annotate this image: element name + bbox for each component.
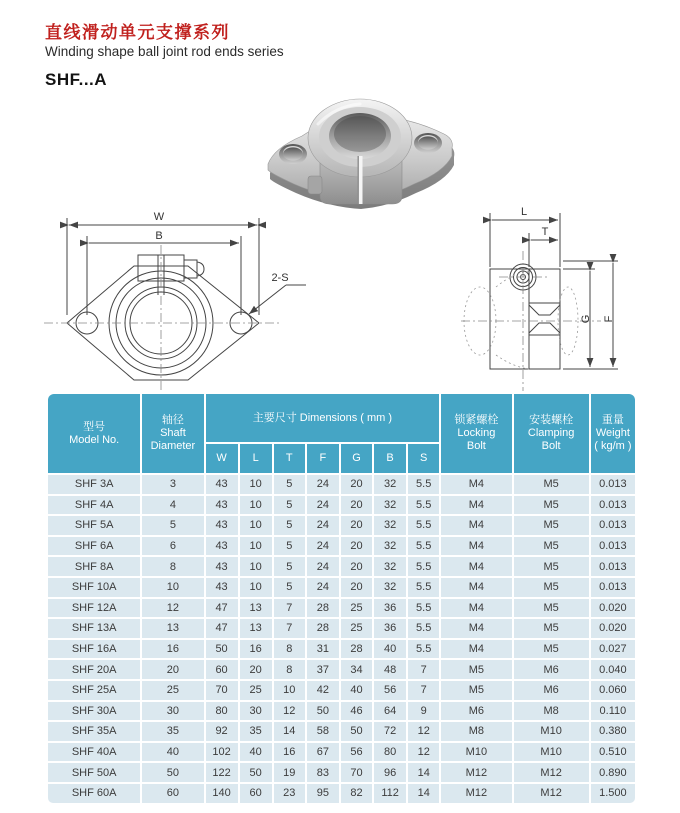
table-cell: 140 [206, 784, 238, 803]
table-cell: 60 [206, 660, 238, 679]
table-cell: 28 [307, 619, 339, 638]
table-cell: SHF 10A [48, 578, 140, 597]
table-cell: 60 [240, 784, 272, 803]
table-cell: 14 [408, 784, 439, 803]
table-cell: 30 [240, 702, 272, 721]
table-cell: 1.500 [591, 784, 635, 803]
table-row [48, 784, 635, 803]
table-cell: 35 [142, 722, 203, 741]
table-cell: M12 [441, 763, 511, 782]
table-cell: 16 [274, 743, 305, 762]
table-cell: M5 [514, 599, 589, 618]
table-cell: 32 [374, 557, 406, 576]
table-cell: M4 [441, 640, 511, 659]
table-cell: 0.060 [591, 681, 635, 700]
table-cell: 112 [374, 784, 406, 803]
table-cell: M6 [514, 681, 589, 700]
table-cell: 20 [341, 516, 372, 535]
table-cell: 25 [341, 599, 372, 618]
table-cell: 43 [206, 557, 238, 576]
table-row [48, 475, 635, 494]
table-cell: SHF 60A [48, 784, 140, 803]
table-cell: 5 [274, 557, 305, 576]
table-cell: SHF 50A [48, 763, 140, 782]
table-cell: 70 [341, 763, 372, 782]
table-cell: SHF 3A [48, 475, 140, 494]
table-cell: SHF 30A [48, 702, 140, 721]
table-cell: SHF 35A [48, 722, 140, 741]
table-cell: 5.5 [408, 599, 439, 618]
dim-label-f: F [603, 315, 615, 323]
table-cell: 9 [408, 702, 439, 721]
table-row [48, 516, 635, 535]
table-cell: 36 [374, 619, 406, 638]
col-header-f: F [307, 444, 339, 473]
table-cell: 20 [341, 578, 372, 597]
table-cell: 67 [307, 743, 339, 762]
dim-label-b: B [155, 230, 163, 242]
table-body [48, 475, 635, 803]
table-cell: M5 [514, 496, 589, 515]
table-cell: SHF 4A [48, 496, 140, 515]
col-header-weight [591, 394, 635, 473]
table-cell: 8 [274, 660, 305, 679]
header-weight-en1: Weight [595, 427, 630, 439]
header-shaft-zh: 轴径 [161, 414, 184, 426]
table-cell: 0.110 [591, 702, 635, 721]
table-cell: 80 [374, 743, 406, 762]
table-cell: M6 [514, 660, 589, 679]
header-clamping-en1: Clamping [527, 427, 575, 439]
table-cell: 58 [307, 722, 339, 741]
table-cell: 35 [240, 722, 272, 741]
table-cell: 5.5 [408, 516, 439, 535]
table-cell: 0.013 [591, 496, 635, 515]
table-cell: 43 [206, 475, 238, 494]
col-header-shaft-diameter [142, 394, 203, 473]
table-row [48, 640, 635, 659]
table-cell: 0.020 [591, 619, 635, 638]
table-cell: 28 [341, 640, 372, 659]
table-cell: 32 [374, 578, 406, 597]
table-cell: 5.5 [408, 475, 439, 494]
table-cell: 14 [408, 763, 439, 782]
col-header-dimensions: 主要尺寸 Dimensions ( mm ) [206, 394, 440, 442]
table-cell: 48 [374, 660, 406, 679]
col-header-model [48, 394, 140, 473]
table-cell: 7 [274, 619, 305, 638]
table-cell: 10 [240, 537, 272, 556]
table-cell: 24 [307, 537, 339, 556]
table-cell: 0.013 [591, 516, 635, 535]
table-cell: 83 [307, 763, 339, 782]
table-cell: 40 [341, 681, 372, 700]
table-cell: 0.040 [591, 660, 635, 679]
table-cell: 47 [206, 619, 238, 638]
table-cell: 5.5 [408, 578, 439, 597]
table-cell: M10 [514, 722, 589, 741]
table-cell: 13 [240, 599, 272, 618]
header-clamping-en2: Bolt [541, 440, 561, 452]
table-row [48, 537, 635, 556]
table-cell: 46 [341, 702, 372, 721]
table-cell: 56 [341, 743, 372, 762]
table-cell: 10 [240, 475, 272, 494]
table-cell: M4 [441, 516, 511, 535]
table-cell: 24 [307, 557, 339, 576]
table-row [48, 578, 635, 597]
table-cell: 12 [408, 722, 439, 741]
series-code: SHF...A [45, 70, 108, 89]
dim-label-w: W [153, 211, 165, 223]
front-view-drawing [38, 203, 338, 395]
table-cell: 70 [206, 681, 238, 700]
table-cell: 0.890 [591, 763, 635, 782]
table-cell: 10 [240, 496, 272, 515]
table-cell: 7 [408, 660, 439, 679]
table-cell: 5.5 [408, 640, 439, 659]
table-cell: 36 [374, 599, 406, 618]
table-row [48, 496, 635, 515]
header-weight-zh: 重量 [601, 414, 624, 426]
table-cell: M5 [441, 660, 511, 679]
table-cell: M4 [441, 578, 511, 597]
table-cell: 64 [374, 702, 406, 721]
table-cell: 24 [307, 475, 339, 494]
table-cell: 60 [142, 784, 203, 803]
table-cell: 10 [240, 578, 272, 597]
table-cell: 5 [274, 537, 305, 556]
table-cell: 20 [341, 557, 372, 576]
table-cell: 0.013 [591, 537, 635, 556]
table-cell: M12 [514, 763, 589, 782]
col-header-g: G [341, 444, 372, 473]
table-cell: 24 [307, 578, 339, 597]
table-cell: 32 [374, 496, 406, 515]
table-cell: SHF 12A [48, 599, 140, 618]
col-header-b: B [374, 444, 406, 473]
table-cell: 6 [142, 537, 203, 556]
table-cell: M10 [514, 743, 589, 762]
hole-count-label: 2-S [271, 272, 289, 284]
table-cell: 0.380 [591, 722, 635, 741]
table-cell: 95 [307, 784, 339, 803]
table-cell: SHF 13A [48, 619, 140, 638]
col-header-l: L [240, 444, 272, 473]
table-cell: 12 [274, 702, 305, 721]
table-cell: M5 [514, 578, 589, 597]
table-cell: 8 [274, 640, 305, 659]
table-cell: 0.013 [591, 578, 635, 597]
header-shaft-en1: Shaft [160, 427, 186, 439]
table-cell: M5 [514, 640, 589, 659]
table-cell: 5.5 [408, 557, 439, 576]
table-cell: 10 [274, 681, 305, 700]
table-cell: M8 [441, 722, 511, 741]
table-cell: 5 [274, 516, 305, 535]
table-cell: 40 [240, 743, 272, 762]
table-cell: 43 [206, 578, 238, 597]
table-cell: 0.510 [591, 743, 635, 762]
table-row [48, 763, 635, 782]
col-header-w: W [206, 444, 238, 473]
table-cell: 13 [240, 619, 272, 638]
table-cell: 47 [206, 599, 238, 618]
dim-label-l: L [520, 206, 528, 218]
table-cell: M12 [514, 784, 589, 803]
table-cell: 16 [142, 640, 203, 659]
table-cell: 28 [307, 599, 339, 618]
header-model-en: Model No. [69, 433, 120, 446]
table-cell: 80 [206, 702, 238, 721]
table-row [48, 702, 635, 721]
table-row [48, 557, 635, 576]
table-cell: 5.5 [408, 619, 439, 638]
col-header-locking-bolt [441, 394, 511, 473]
table-cell: 50 [307, 702, 339, 721]
table-row [48, 599, 635, 618]
table-cell: 122 [206, 763, 238, 782]
dim-label-g: G [580, 314, 592, 324]
table-cell: 50 [142, 763, 203, 782]
table-cell: 20 [142, 660, 203, 679]
table-cell: 56 [374, 681, 406, 700]
table-cell: M4 [441, 619, 511, 638]
table-cell: 50 [341, 722, 372, 741]
table-cell: 72 [374, 722, 406, 741]
page-title-chinese: 直线滑动单元支撑系列 [45, 23, 230, 42]
table-cell: M12 [441, 784, 511, 803]
table-cell: SHF 6A [48, 537, 140, 556]
table-cell: M5 [514, 475, 589, 494]
table-row [48, 743, 635, 762]
table-cell: 34 [341, 660, 372, 679]
col-header-clamping-bolt [514, 394, 589, 473]
table-cell: 43 [206, 516, 238, 535]
table-cell: 43 [206, 537, 238, 556]
table-cell: 20 [341, 496, 372, 515]
table-cell: 13 [142, 619, 203, 638]
table-cell: M10 [441, 743, 511, 762]
table-cell: 5 [274, 496, 305, 515]
page-title-english: Winding shape ball joint rod ends series [45, 44, 284, 59]
table-cell: 5 [274, 475, 305, 494]
table-cell: M8 [514, 702, 589, 721]
table-cell: M5 [514, 537, 589, 556]
table-cell: 5.5 [408, 537, 439, 556]
table-row [48, 681, 635, 700]
table-row [48, 722, 635, 741]
table-cell: 10 [240, 516, 272, 535]
table-cell: 82 [341, 784, 372, 803]
table-cell: 0.027 [591, 640, 635, 659]
table-cell: 7 [408, 681, 439, 700]
table-cell: 14 [274, 722, 305, 741]
table-cell: SHF 16A [48, 640, 140, 659]
table-cell: 0.020 [591, 599, 635, 618]
table-cell: 32 [374, 516, 406, 535]
table-row [48, 619, 635, 638]
table-cell: M5 [514, 557, 589, 576]
table-cell: 102 [206, 743, 238, 762]
table-cell: SHF 25A [48, 681, 140, 700]
table-cell: M5 [441, 681, 511, 700]
table-cell: 12 [408, 743, 439, 762]
table-cell: 25 [142, 681, 203, 700]
table-cell: 19 [274, 763, 305, 782]
table-cell: 4 [142, 496, 203, 515]
table-cell: 0.013 [591, 557, 635, 576]
col-header-t: T [274, 444, 305, 473]
table-cell: 42 [307, 681, 339, 700]
table-cell: 50 [240, 763, 272, 782]
table-cell: 20 [341, 475, 372, 494]
table-cell: 50 [206, 640, 238, 659]
table-cell: M4 [441, 599, 511, 618]
title-block [45, 18, 284, 90]
table-cell: SHF 40A [48, 743, 140, 762]
table-cell: M5 [514, 619, 589, 638]
table-cell: 20 [341, 537, 372, 556]
table-cell: 30 [142, 702, 203, 721]
table-cell: 0.013 [591, 475, 635, 494]
table-cell: M4 [441, 537, 511, 556]
table-cell: 24 [307, 516, 339, 535]
dim-label-t: T [541, 226, 549, 238]
table-cell: SHF 5A [48, 516, 140, 535]
table-cell: 5 [274, 578, 305, 597]
table-cell: 10 [240, 557, 272, 576]
header-locking-en1: Locking [457, 427, 496, 439]
col-header-s: S [408, 444, 439, 473]
table-cell: M4 [441, 496, 511, 515]
side-view-drawing [453, 203, 680, 395]
header-clamping-zh: 安装螺栓 [529, 414, 574, 426]
table-cell: 5 [142, 516, 203, 535]
table-cell: 40 [142, 743, 203, 762]
table-cell: 8 [142, 557, 203, 576]
table-row [48, 660, 635, 679]
table-cell: 31 [307, 640, 339, 659]
table-cell: 96 [374, 763, 406, 782]
table-cell: 24 [307, 496, 339, 515]
table-cell: 40 [374, 640, 406, 659]
table-cell: 37 [307, 660, 339, 679]
table-cell: M6 [441, 702, 511, 721]
table-cell: 43 [206, 496, 238, 515]
table-cell: M4 [441, 475, 511, 494]
table-cell: 7 [274, 599, 305, 618]
header-locking-en2: Bolt [466, 440, 486, 452]
header-locking-zh: 锁紧螺栓 [454, 414, 499, 426]
header-shaft-en2: Diameter [150, 440, 196, 452]
table-cell: 23 [274, 784, 305, 803]
table-cell: 25 [341, 619, 372, 638]
table-cell: 92 [206, 722, 238, 741]
table-cell: 3 [142, 475, 203, 494]
table-cell: 20 [240, 660, 272, 679]
table-cell: SHF 8A [48, 557, 140, 576]
table-cell: 25 [240, 681, 272, 700]
product-photo [256, 84, 464, 216]
table-cell: M4 [441, 557, 511, 576]
spec-table [46, 392, 637, 805]
table-cell: M5 [514, 516, 589, 535]
table-cell: 10 [142, 578, 203, 597]
table-cell: 12 [142, 599, 203, 618]
header-weight-en2: ( kg/m ) [594, 440, 632, 452]
table-cell: SHF 20A [48, 660, 140, 679]
table-cell: 32 [374, 475, 406, 494]
table-cell: 5.5 [408, 496, 439, 515]
header-model-zh: 型号 [83, 420, 106, 433]
table-cell: 32 [374, 537, 406, 556]
table-cell: 16 [240, 640, 272, 659]
